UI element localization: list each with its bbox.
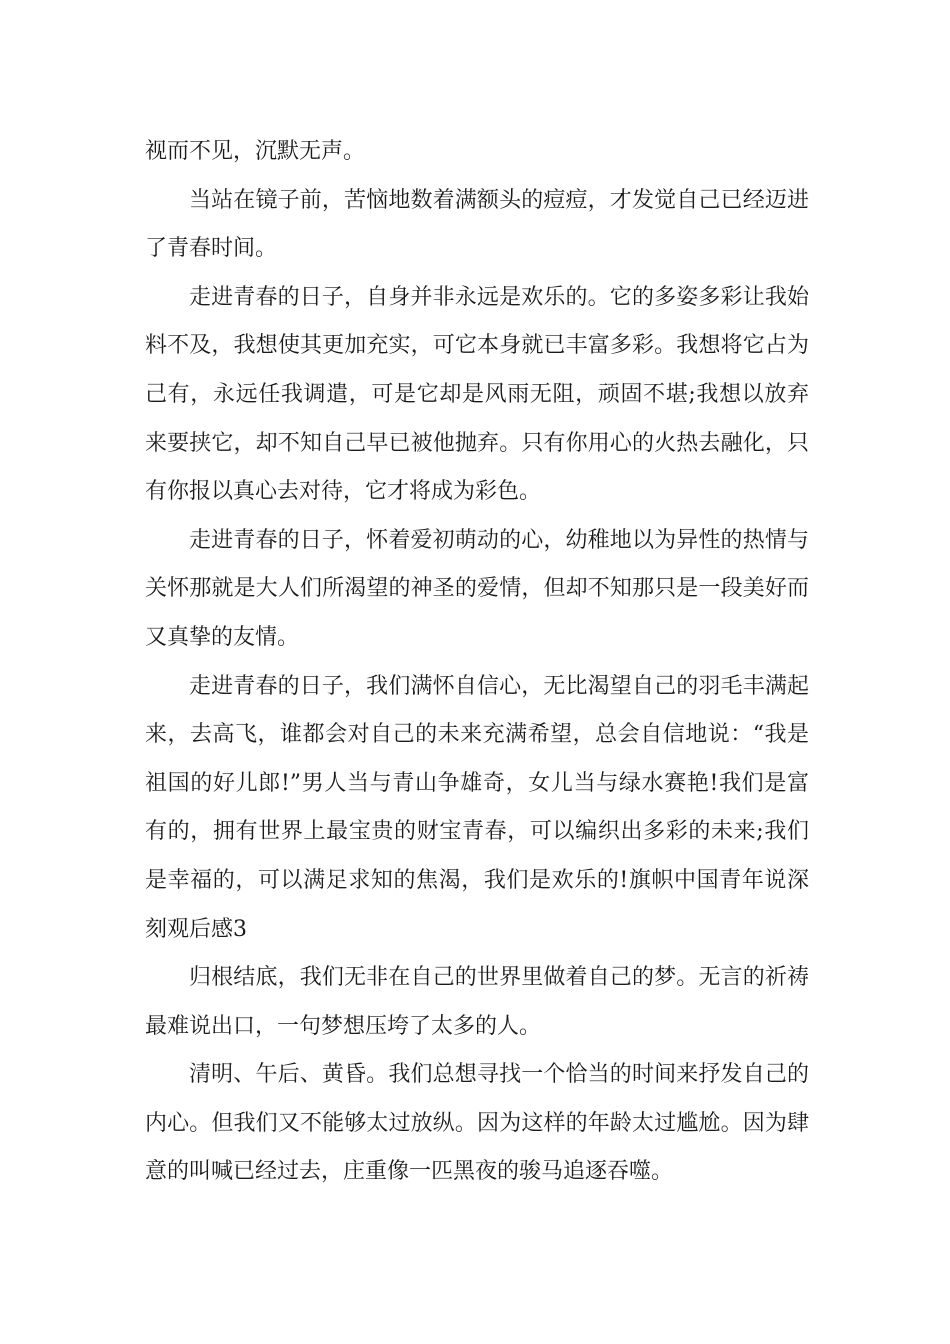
paragraph-1: 视而不见，沉默无声。 (145, 139, 366, 164)
document-body (145, 128, 809, 1197)
paragraph-3: 走进青春的日子，自身并非永远是欢乐的。它的多姿多彩让我始料不及，我想使其更加充实，可它本身就已丰富多彩。我想将它占为己有，永远任我调遣，可是它却是风雨无阻，顽固不堪;我想以放弃来要挟它，却不知自己早已被他抛弃。只有你用心的火热去融化，只有你报以真心去对待，它才将成为彩色。 (145, 284, 809, 505)
paragraph-6: 归根结底，我们无非在自己的世界里做着自己的梦。无言的祈祷最难说出口，一句梦想压垮了太多的人。 (145, 965, 809, 1039)
paragraph-4: 走进青春的日子，怀着爱初萌动的心，幼稚地以为异性的热情与关怀那就是大人们所渴望的神圣的爱情，但却不知那只是一段美好而又真挚的友情。 (145, 527, 809, 650)
paragraph-5: 走进青春的日子，我们满怀自信心，无比渴望自己的羽毛丰满起来，去高飞，谁都会对自己的未来充满希望，总会自信地说：“我是祖国的好儿郎!”男人当与青山争雄奇，女儿当与绿水赛艳!我们是富有的，拥有世界上最宝贵的财宝青春，可以编织出多彩的未来;我们是幸福的，可以满足求知的焦渴，我们是欢乐的!旗帜中国青年说深刻观后感3 (145, 673, 809, 942)
paragraph-7: 清明、午后、黄昏。我们总想寻找一个恰当的时间来抒发自己的内心。但我们又不能够太过放纵。因为这样的年龄太过尴尬。因为肆意的叫喊已经过去，庄重像一匹黑夜的骏马追逐吞噬。 (145, 1062, 809, 1185)
paragraph-2: 当站在镜子前，苦恼地数着满额头的痘痘，才发觉自己已经迈进了青春时间。 (145, 187, 809, 262)
